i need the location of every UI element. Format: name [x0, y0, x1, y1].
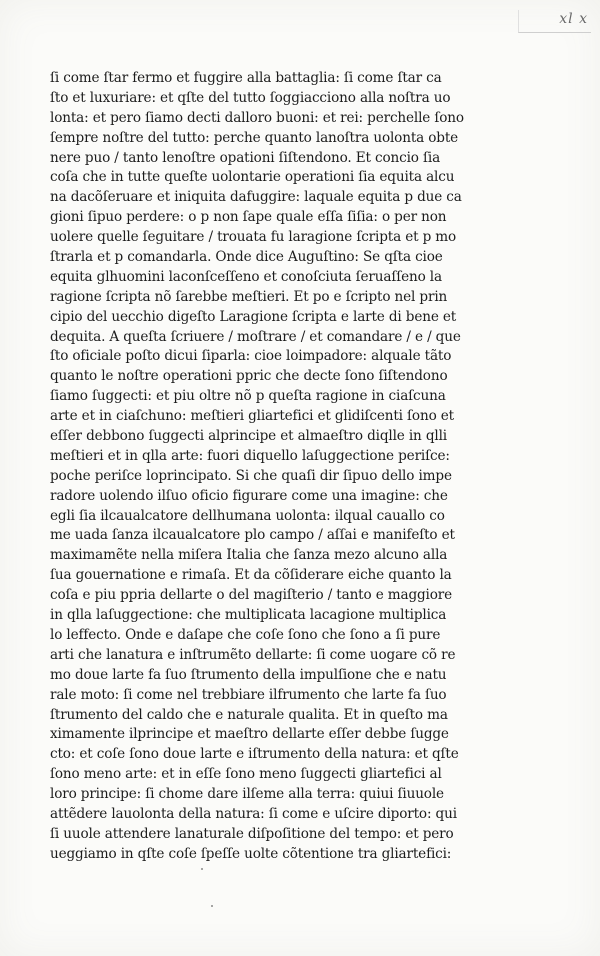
page-speck — [211, 905, 213, 907]
text-line: quanto le noſtre operationi ppric che decte ſono ſiſtendono — [50, 368, 448, 385]
text-line: attẽdere lauolonta della natura: ſi come e uſcire diporto: qui — [50, 805, 457, 822]
text-line: lonta: et pero ſiamo decti dalloro buoni: et rei: perchelle ſono — [50, 109, 464, 126]
text-line: arti che lanatura e inſtrumẽto dellarte: ſi come uogare cõ re — [50, 646, 456, 663]
text-line: radore uolendo ilſuo oficio figurare come una imagine: che — [50, 487, 448, 504]
text-line: maximamẽte nella miſera Italia che ſanza mezo alcuno alla — [50, 547, 448, 564]
text-line: mo doue larte fa ſuo ſtrumento della impulſione che e natu — [50, 666, 447, 683]
text-line: loro principe: ſi chome dare ilſeme alla terra: quiui ſiuuole — [50, 786, 444, 803]
text-line: cto: et coſe ſono doue larte e iſtrumento della natura: et qſte — [50, 746, 459, 763]
text-line: ſi come ſtar fermo et fuggire alla battaglia: ſi come ſtar ca — [50, 70, 442, 86]
text-line: ſiamo ſuggecti: et piu oltre nõ p queſta ragione in ciaſcuna — [50, 388, 446, 405]
text-line: ſto oficiale poſto dicui ſiparla: cioe loimpadore: alquale tãto — [50, 348, 452, 365]
text-line: equita glhuomini laconſceſſeno et conoſciuta ſeruaſſeno la — [50, 268, 442, 285]
text-line: dequita. A queſta ſcriuere / moſtrare / et comandare / e / que — [50, 328, 461, 345]
folio-number: xl x — [559, 11, 588, 27]
text-block — [50, 69, 570, 865]
text-line: uolere quelle ſeguitare / trouata fu laragione ſcripta et p mo — [50, 229, 457, 246]
text-line: ſto et luxuriare: et qſte del tutto ſoggiacciono alla noſtra uo — [50, 89, 451, 106]
text-line: ſono meno arte: et in eſſe ſono meno ſuggecti gliartefici al — [50, 766, 442, 783]
page-speck — [201, 868, 203, 870]
text-line: rale moto: ſi come nel trebbiare ilfrumento che larte fa ſuo — [50, 686, 447, 703]
text-line: ueggiamo in qſte coſe ſpeſſe uolte cõtentione tra gliartefici: — [50, 845, 452, 862]
text-line: nere puo / tanto lenoſtre opationi ſiſtendono. Et concio ſia — [50, 149, 441, 166]
text-line: in qlla laſuggectione: che multiplicata lacagione multiplica — [50, 607, 447, 624]
text-line: ſtrumento del caldo che e naturale qualita. Et in queſto ma — [50, 706, 448, 723]
text-line: ſua gouernatione e rimaſa. Et da cõſiderare eiche quanto la — [50, 567, 452, 584]
text-line: ſtrarla et p comandarla. Onde dice Auguſtino: Se qſta cioe — [50, 249, 443, 266]
text-line: me uada ſanza ilcaualcatore plo campo / aſſai e manifeſto et — [50, 527, 455, 544]
text-line: poche periſce loprincipato. Si che quaſi dir ſipuo dello impe — [50, 467, 452, 484]
text-line: coſa che in tutte queſte uolontarie operationi ſia equita alcu — [50, 169, 455, 186]
text-line: meſtieri et in qlla arte: fuori diquello laſuggectione periſce: — [50, 447, 450, 464]
text-line: ſempre noſtre del tutto: perche quanto lanoſtra uolonta obte — [50, 129, 459, 146]
text-line: ſi uuole attendere lanaturale diſpoſitione del tempo: et pero — [50, 825, 454, 842]
text-line: arte et in ciaſchuno: meſtieri gliartefici et glidiſcenti ſono et — [50, 408, 454, 425]
text-line: coſa e piu ppria dellarte o del magiſterio / tanto e maggiore — [50, 587, 453, 604]
text-line: lo leffecto. Onde e daſape che coſe ſono che ſono a ſi pure — [50, 626, 441, 643]
text-line: cipio del uecchio digeſto Laragione ſcripta e larte di bene et — [50, 308, 457, 325]
text-line: ximamente ilprincipe et maeſtro dellarte eſſer debbe ſugge — [50, 726, 449, 743]
text-line: egli ſia ilcaualcatore dellhumana uolonta: ilqual cauallo co — [50, 507, 445, 524]
text-line: ragione ſcripta nõ ſarebbe meſtieri. Et po e ſcripto nel prin — [50, 288, 448, 305]
text-line: na dacõſeruare et iniquita dafuggire: laquale equita p due ca — [50, 189, 462, 206]
text-line: gioni ſipuo perdere: o p non ſape quale eſſa ſiſia: o per non — [50, 209, 447, 226]
text-line: eſſer debbono ſuggecti alprincipe et almaeſtro diqlle in qlli — [50, 428, 447, 445]
